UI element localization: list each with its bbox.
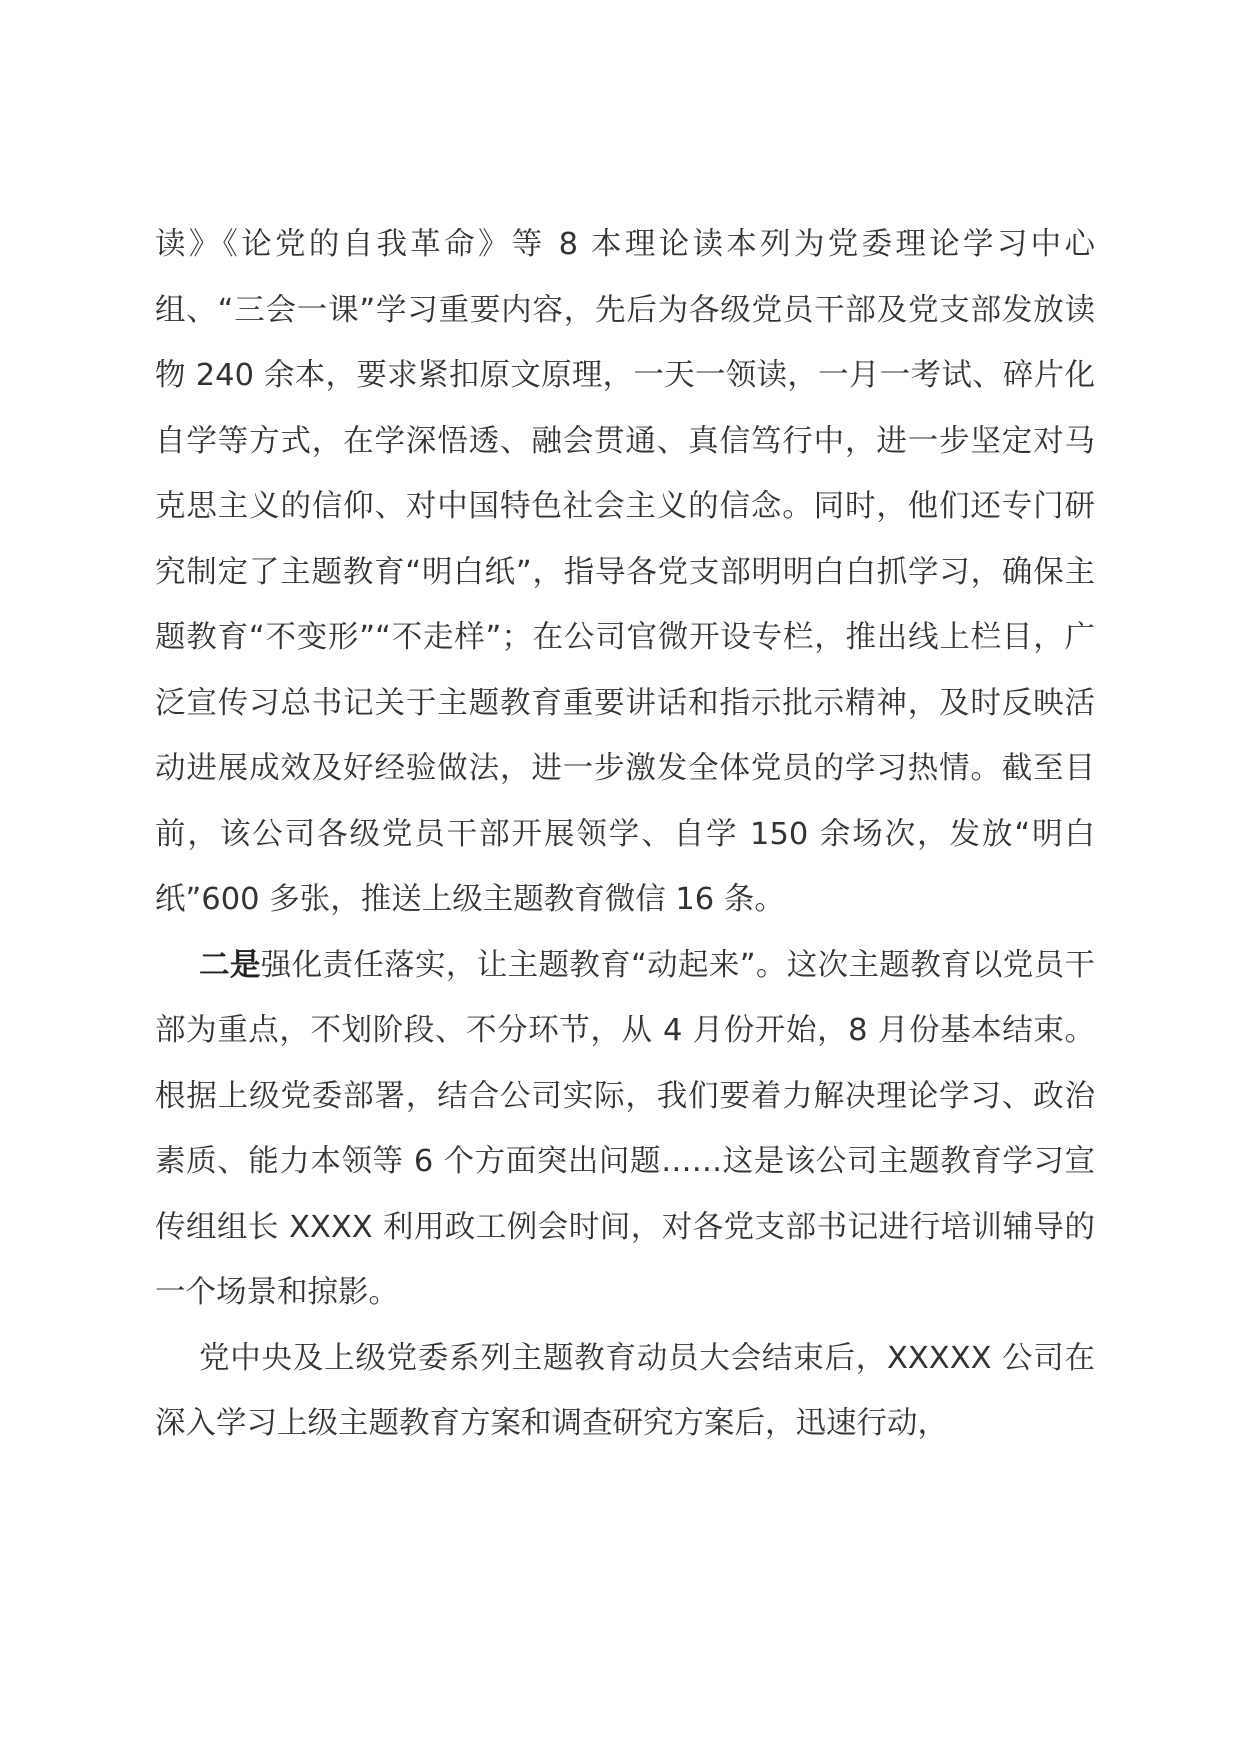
paragraph-mobilization <box>155 1326 1095 1457</box>
paragraph-text: 读》《论党的自我革命》等 8 本理论读本列为党委理论学习中心组、“三会一课”学习重要内容，先后为各级党员干部及党支部发放读物 240 余本，要求紧扣原文原理，一天一领读，一月一考试、碎片化自学等方式，在学深悟透、融会贯通、真信笃行中，进一步坚定对马克思主义的信仰、对中国特色社会主义的信念。同时，他们还专门研究制定了主题教育“明白纸”，指导各党支部明明白白抓学习，确保主题教育“不变形”“不走样”；在公司官微开设专栏，推出线上栏目，广泛宣传习总书记关于主题教育重要讲话和指示批示精神，及时反映活动进展成效及好经验做法，进一步激发全体党员的学习热情。截至目前，该公司各级党员干部开展领学、自学 150 余场次，发放“明白纸”600 多张，推送上级主题教育微信 16 条。 <box>155 227 1095 917</box>
paragraph-text: 党中央及上级党委系列主题教育动员大会结束后，XXXXX 公司在深入学习上级主题教育方案和调查研究方案后，迅速行动， <box>155 1340 1095 1441</box>
paragraph-text: 强化责任落实，让主题教育“动起来”。这次主题教育以党员干部为重点，不划阶段、不分环节，从 4 月份开始，8 月份基本结束。根据上级党委部署，结合公司实际，我们要着力解决理论学习、政治素质、能力本领等 6 个方面突出问题……这是该公司主题教育学习宣传组组长 XXXX 利用政工例会时间，对各党支部书记进行培训辅导的一个场景和掠影。 <box>155 947 1095 1310</box>
body-text <box>155 212 1095 1457</box>
paragraph-study-materials <box>155 212 1095 933</box>
paragraph-lead: 二是 <box>199 947 261 983</box>
paragraph-responsibility <box>155 933 1095 1326</box>
